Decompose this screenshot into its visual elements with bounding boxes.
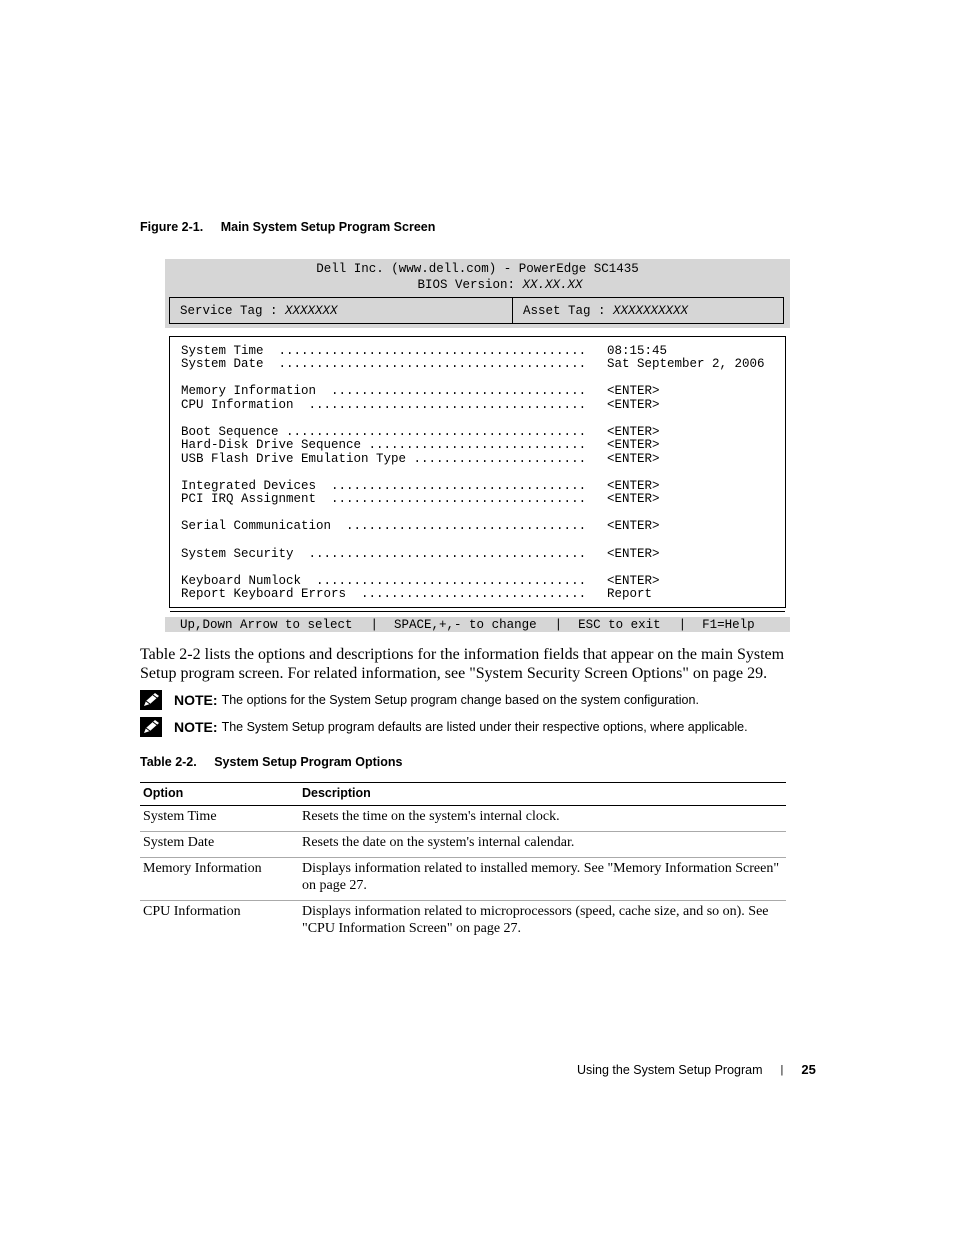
option-report-keyboard-errors[interactable]: Report Keyboard Errors .............................. — [181, 587, 587, 601]
service-tag-value: XXXXXXX — [285, 303, 338, 318]
figure-caption — [140, 220, 435, 234]
service-tag-label: Service Tag : — [180, 303, 286, 318]
bios-options-panel — [169, 336, 786, 608]
bios-header — [165, 259, 790, 328]
option-pci-irq-assignment[interactable]: PCI IRQ Assignment .................................. — [181, 492, 587, 506]
key-help-sep: | — [370, 617, 379, 632]
bios-setup-screen — [165, 259, 790, 632]
page-footer — [577, 1062, 816, 1077]
option-serial-communication-value[interactable]: <ENTER> — [607, 519, 660, 533]
note-pencil-icon — [140, 690, 162, 710]
option-system-security-value[interactable]: <ENTER> — [607, 547, 660, 561]
bios-version-label: BIOS Version: — [417, 278, 523, 292]
bios-version-value: XX.XX.XX — [522, 278, 583, 292]
option-hard-disk-drive-sequence[interactable]: Hard-Disk Drive Sequence ............................. — [181, 438, 587, 452]
note-1-text: The options for the System Setup program change based on the system configuration. — [221, 693, 699, 707]
note-2-text: The System Setup program defaults are listed under their respective options, where applicable. — [221, 720, 748, 734]
intro-paragraph: Table 2-2 lists the options and descriptions for the information fields that appear on the main System Setup program screen. For related information, see "System Security Screen Options" on page 29. — [140, 646, 785, 682]
option-integrated-devices-value[interactable]: <ENTER> — [607, 479, 660, 493]
table-caption — [140, 755, 402, 769]
key-help-exit: ESC to exit — [578, 617, 661, 632]
tag-bar — [169, 297, 784, 324]
option-hard-disk-drive-sequence-value[interactable]: <ENTER> — [607, 438, 660, 452]
figure-label: Figure 2-1. — [140, 220, 204, 234]
option-boot-sequence[interactable]: Boot Sequence ........................................ — [181, 425, 587, 439]
column-header-option: Option — [140, 783, 299, 806]
option-memory-information-value[interactable]: <ENTER> — [607, 384, 660, 398]
bios-vendor-line: Dell Inc. (www.dell.com) - PowerEdge SC1435 — [316, 262, 639, 276]
option-system-time-value[interactable]: 08:15:45 — [607, 344, 668, 358]
option-boot-sequence-value[interactable]: <ENTER> — [607, 425, 660, 439]
option-usb-flash-drive-emulation-value[interactable]: <ENTER> — [607, 452, 660, 466]
footer-section-title: Using the System Setup Program — [577, 1062, 763, 1077]
option-system-time[interactable]: System Time ......................................... — [181, 344, 587, 358]
asset-tag-value: XXXXXXXXXX — [613, 303, 689, 318]
note-pencil-icon — [140, 717, 162, 737]
key-help-change: SPACE,+,- to change — [394, 617, 537, 632]
table-cell-description: Resets the date on the system's internal calendar. — [299, 832, 786, 858]
table-cell-description: Resets the time on the system's internal clock. — [299, 806, 786, 832]
column-header-description: Description — [299, 783, 786, 806]
key-help-sep: | — [554, 617, 563, 632]
key-help-navigate: Up,Down Arrow to select — [180, 617, 353, 632]
note-2-label: NOTE: — [174, 719, 218, 735]
option-serial-communication[interactable]: Serial Communication ................................ — [181, 519, 587, 533]
bios-version-line — [165, 278, 790, 292]
asset-tag-label: Asset Tag : — [523, 303, 614, 318]
option-integrated-devices[interactable]: Integrated Devices .................................. — [181, 479, 587, 493]
table-cell-option: Memory Information — [140, 858, 299, 901]
asset-tag — [513, 298, 688, 323]
note-1 — [140, 690, 699, 710]
option-cpu-information[interactable]: CPU Information ..................................... — [181, 398, 587, 412]
table-title: System Setup Program Options — [214, 755, 403, 769]
table-cell-description: Displays information related to microprocessors (speed, cache size, and so on). See "CPU Information Screen" on page 27. — [302, 904, 769, 936]
option-usb-flash-drive-emulation[interactable]: USB Flash Drive Emulation Type ....................... — [181, 452, 587, 466]
table-cell-option: System Time — [140, 806, 299, 832]
table-cell-option: System Date — [140, 832, 299, 858]
table-row — [140, 901, 786, 944]
panel-divider — [170, 611, 785, 612]
key-help-sep: | — [678, 617, 687, 632]
table-row — [140, 858, 786, 901]
option-system-date-value[interactable]: Sat September 2, 2006 — [607, 357, 765, 371]
note-2 — [140, 717, 748, 737]
option-keyboard-numlock-value[interactable]: <ENTER> — [607, 574, 660, 588]
option-system-security[interactable]: System Security ..................................... — [181, 547, 587, 561]
table-cell-option: CPU Information — [143, 904, 241, 919]
table-row — [140, 832, 786, 858]
bios-key-help-bar — [165, 617, 790, 632]
option-system-date[interactable]: System Date ......................................... — [181, 357, 587, 371]
footer-separator: | — [780, 1063, 784, 1076]
option-pci-irq-assignment-value[interactable]: <ENTER> — [607, 492, 660, 506]
option-cpu-information-value[interactable]: <ENTER> — [607, 398, 660, 412]
service-tag — [170, 298, 513, 323]
table-cell-description: Displays information related to installed memory. See "Memory Information Screen" on page 27. — [299, 858, 786, 901]
key-help-help: F1=Help — [702, 617, 755, 632]
note-1-label: NOTE: — [174, 692, 218, 708]
option-report-keyboard-errors-value[interactable]: Report — [607, 587, 653, 601]
options-table — [140, 782, 786, 943]
table-header-row — [140, 783, 786, 806]
table-row — [140, 806, 786, 832]
option-memory-information[interactable]: Memory Information .................................. — [181, 384, 587, 398]
figure-title: Main System Setup Program Screen — [220, 220, 436, 234]
page-number: 25 — [801, 1062, 816, 1077]
table-label: Table 2-2. — [140, 755, 197, 769]
option-keyboard-numlock[interactable]: Keyboard Numlock .................................... — [181, 574, 587, 588]
